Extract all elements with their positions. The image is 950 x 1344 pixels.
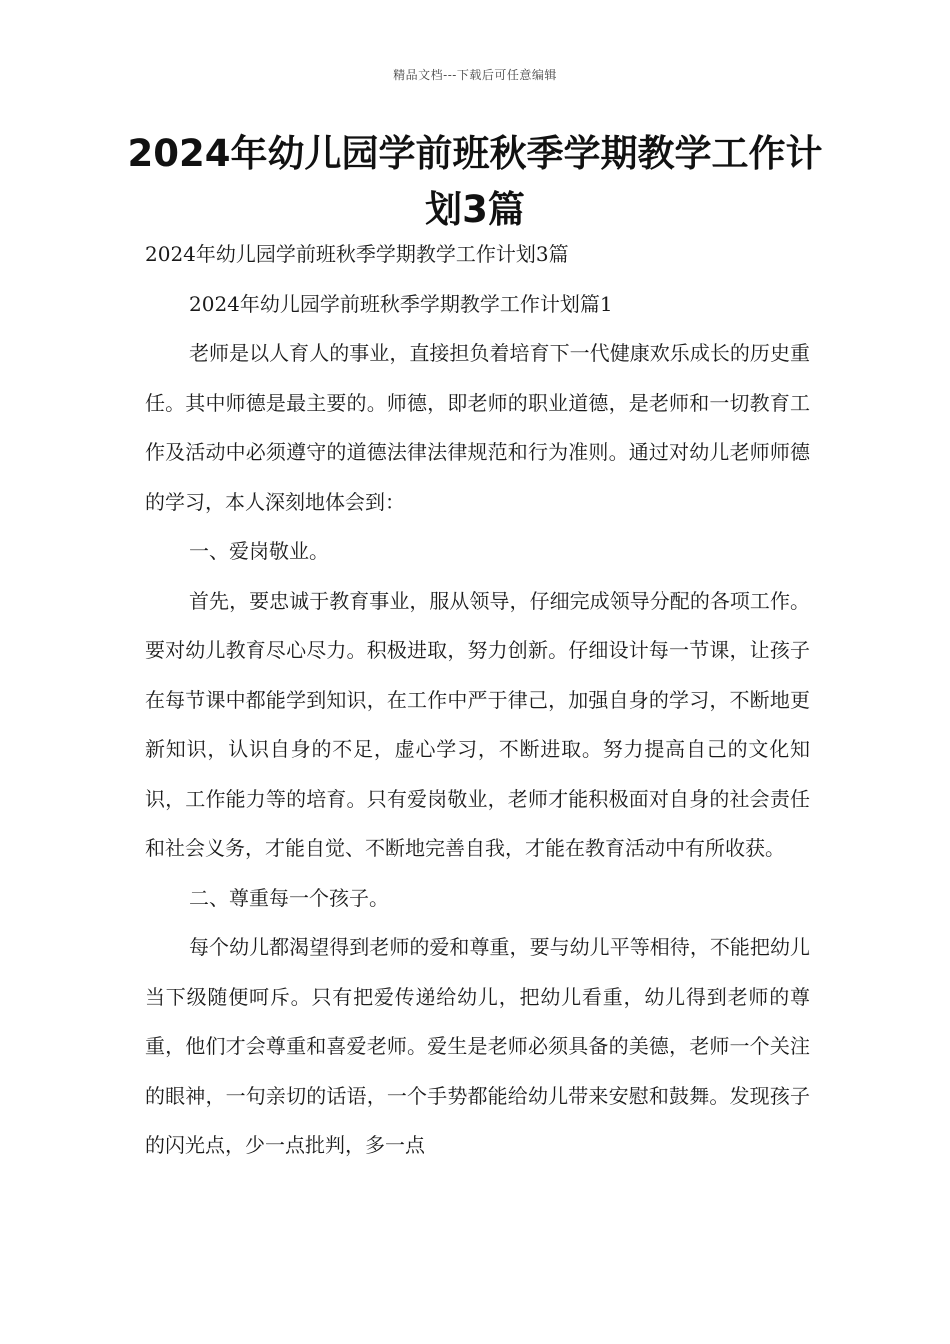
paragraph-body-2: 每个幼儿都渴望得到老师的爱和尊重，要与幼儿平等相待，不能把幼儿当下级随便呵斥。只有把爱传递给幼儿，把幼儿看重，幼儿得到老师的尊重，他们才会尊重和喜爱老师。爱生是老师必须具备的美德，老师一个关注的眼神，一句亲切的话语，一个手势都能给幼儿带来安慰和鼓舞。发现孩子的闪光点，少一点批判，多一点: [145, 935, 810, 1157]
paragraph-subtitle: 2024年幼儿园学前班秋季学期教学工作计划3篇: [145, 242, 569, 266]
paragraph-body-1: 首先，要忠诚于教育事业，服从领导，仔细完成领导分配的各项工作。要对幼儿教育尽心尽力。积极进取，努力创新。仔细设计每一节课，让孩子在每节课中都能学到知识，在工作中严于律己，加强自身的学习，不断地更新知识，认识自身的不足，虚心学习，不断进取。努力提高自己的文化知识，工作能力等的培育。只有爱岗敬业，老师才能积极面对自身的社会责任和社会义务，才能自觉、不断地完善自我，才能在教育活动中有所收获。: [145, 588, 810, 860]
document-body: [145, 230, 810, 1171]
paragraph-heading-1: 一、爱岗敬业。: [189, 539, 329, 563]
paragraph-heading-2: 二、尊重每一个孩子。: [189, 885, 389, 910]
paragraph-section-heading: 2024年幼儿园学前班秋季学期教学工作计划篇1: [189, 291, 613, 316]
header-note: 精品文档---下载后可任意编辑: [393, 68, 557, 82]
paragraph-intro: 老师是以人育人的事业，直接担负着培育下一代健康欢乐成长的历史重任。其中师德是最主要的。师德，即老师的职业道德，是老师和一切教育工作及活动中必须遵守的道德法律法律规范和行为准则。通过对幼儿老师师德的学习，本人深刻地体会到：: [145, 341, 810, 514]
document-title: 2024年幼儿园学前班秋季学期教学工作计划3篇: [127, 132, 823, 231]
